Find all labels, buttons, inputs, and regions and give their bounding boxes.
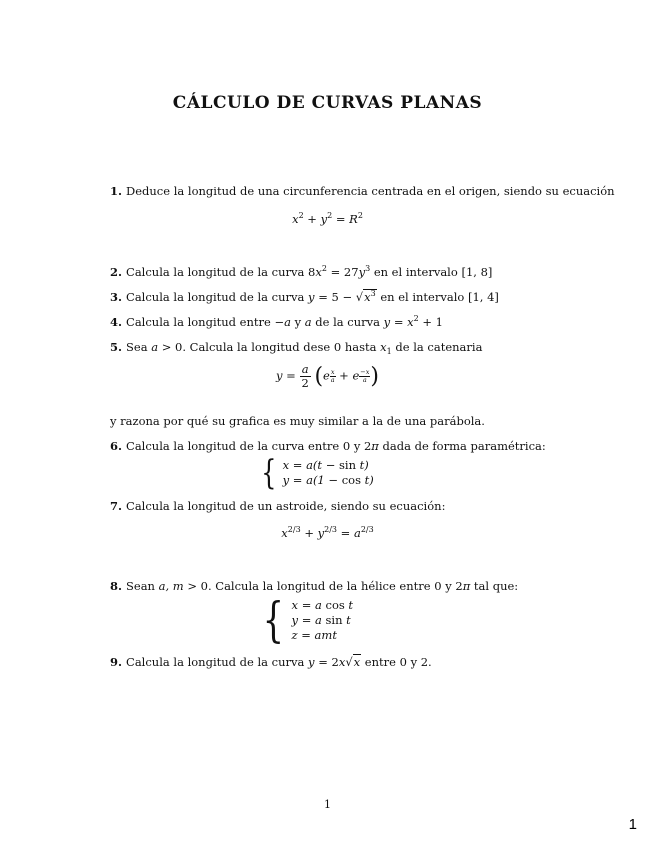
- equation-circle: $x^2 + y^2 = R^2$: [292, 211, 363, 226]
- problem-number: 9.: [110, 655, 123, 669]
- math-var: 2.: [420, 655, 432, 669]
- problem-text: Sean: [126, 579, 155, 593]
- problem-text: hasta: [344, 340, 377, 354]
- problem-text: Calcula la longitud de la curva: [126, 290, 305, 304]
- problem-4: [110, 315, 443, 329]
- math-var: 0: [333, 340, 342, 354]
- problem-text: y: [410, 655, 418, 669]
- problem-text: Sea: [126, 340, 148, 354]
- problem-text: Calcula la longitud entre: [126, 315, 271, 329]
- problem-text: Calcula la longitud de la curva entre: [126, 439, 340, 453]
- problem-text: y: [445, 579, 452, 593]
- problem-text: Calcula la longitud de un astroide, siendo su ecuación:: [126, 499, 446, 513]
- problem-number: 1.: [110, 184, 123, 198]
- problem-9: [110, 655, 432, 669]
- equation-catenary: y = $\frac{a}{2}$ (e $\frac{x}{a}$ + e $\frac{-x}{a}$ ): [276, 362, 379, 390]
- problem-number: 5.: [110, 340, 123, 354]
- problem-number: 2.: [110, 265, 123, 279]
- problem-text: Calcula la longitud de la curva: [126, 655, 305, 669]
- problem-5: [110, 340, 482, 354]
- equation-inline: a, m > 0: [158, 579, 208, 593]
- problem-number: 8.: [110, 579, 123, 593]
- equation-inline: $8x^2 = 27y^3$: [308, 264, 371, 279]
- problem-7: [110, 499, 445, 513]
- problem-8: [110, 579, 518, 593]
- problem-number: 3.: [110, 290, 123, 304]
- parametric-system-cycloid: { x = a(t − sin t) y = a(1 − cos t): [261, 453, 374, 493]
- problem-text: y: [353, 439, 361, 453]
- equation-inline: a > 0: [151, 340, 183, 354]
- problem-number: 6.: [110, 439, 123, 453]
- problem-6: [110, 439, 546, 453]
- brace-icon: {: [262, 592, 284, 648]
- math-var: 0: [434, 579, 442, 593]
- problem-text: de la catenaria: [395, 340, 483, 354]
- equation-inline: $y = x^2 + 1$: [383, 314, 443, 329]
- parametric-system-helix: { x = a cos t y = a sin t z = amt: [262, 592, 354, 648]
- problem-text: Calcula la longitud de la curva: [126, 265, 305, 279]
- problem-text: dada de forma paramétrica:: [382, 439, 546, 453]
- equation-inline: y = 2x√x: [308, 655, 361, 669]
- page-number: 1: [324, 798, 331, 811]
- problem-number: 7.: [110, 499, 123, 513]
- equation-inline: $y = 5 - √x^3$: [308, 289, 376, 304]
- math-var: 0: [342, 439, 351, 453]
- problem-2: [110, 265, 492, 279]
- problem-text: . Calcula la longitud de la hélice entre: [207, 579, 431, 593]
- problem-text: tal que:: [473, 579, 519, 593]
- problem-text: . Calcula la longitud dese: [182, 340, 331, 354]
- problem-text: en el intervalo: [380, 290, 465, 304]
- math-var: 2π: [455, 579, 471, 593]
- problem-text: Deduce la longitud de una circunferencia centrada en el origen, siendo su ecuación: [126, 184, 615, 198]
- problem-text: en el intervalo: [373, 265, 458, 279]
- math-var: 0: [399, 655, 407, 669]
- corner-page-number: 1: [628, 816, 637, 833]
- problem-3: [110, 290, 499, 304]
- page-title: CÁLCULO DE CURVAS PLANAS: [172, 93, 483, 113]
- problem-text: de la curva: [315, 315, 381, 329]
- math-var: a: [304, 315, 312, 329]
- problem-5-continuation: y razona por qué su grafica es muy similar a la de una parábola.: [110, 414, 485, 428]
- interval: [1, 4]: [467, 290, 499, 304]
- problem-number: 4.: [110, 315, 123, 329]
- math-var: −a: [274, 315, 291, 329]
- math-var: 2π: [363, 439, 379, 453]
- math-var: $x_1$: [380, 340, 392, 356]
- problem-1: [110, 184, 615, 198]
- problem-text: y: [294, 315, 302, 329]
- problem-text: entre: [364, 655, 396, 669]
- equation-astroid: $x^{2/3} + y^{2/3} = a^{2/3}$: [281, 525, 374, 540]
- brace-icon: {: [261, 453, 277, 493]
- interval: [1, 8]: [461, 265, 493, 279]
